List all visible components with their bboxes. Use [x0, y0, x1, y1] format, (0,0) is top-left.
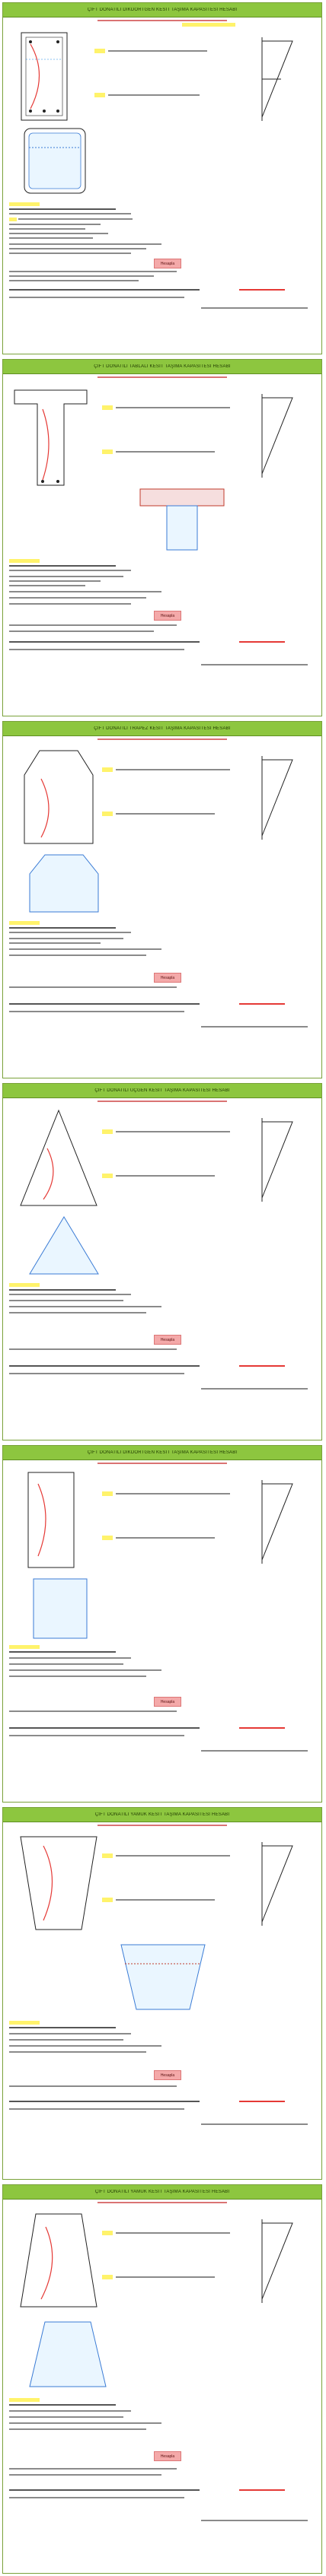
sheet-title-band [3, 360, 321, 374]
calculate-button[interactable]: Hesapla [154, 259, 181, 268]
section-detail [26, 1213, 102, 1278]
section-diagram [17, 2208, 101, 2314]
calculate-button[interactable]: Hesapla [154, 1335, 181, 1345]
sheet-title: ÇİFT DONATILI ÜÇGEN KESİT TAŞIMA KAPASİTESİ HESABI [94, 1088, 230, 1093]
sheet-title-band [3, 1084, 321, 1098]
input-highlight[interactable] [94, 93, 105, 97]
input-highlight[interactable] [102, 812, 113, 816]
input-highlight[interactable] [94, 49, 105, 53]
input-highlight[interactable] [102, 2231, 113, 2235]
sheet-t-section [2, 359, 322, 716]
sheet-rectangle [2, 2, 322, 354]
input-highlight[interactable] [102, 1174, 113, 1178]
sheet-triangle [2, 1083, 322, 1440]
calculate-button[interactable]: Hesapla [154, 2070, 181, 2080]
strain-diagram [247, 752, 308, 843]
section-diagram [17, 745, 101, 851]
section-detail [26, 851, 102, 916]
section-diagram [17, 1107, 101, 1213]
highlight [182, 23, 235, 27]
sheet-inverted-trapezoid [2, 1807, 322, 2180]
sheet-title-band [3, 3, 321, 17]
calculate-button[interactable]: Hesapla [154, 1697, 181, 1707]
input-highlight[interactable] [102, 405, 113, 410]
calculate-button[interactable]: Hesapla [154, 973, 181, 983]
input-highlight[interactable] [102, 1853, 113, 1858]
sheet-title: ÇİFT DONATILI DİKDÖRTGEN KESİT TAŞIMA KAPASİTESİ HESABI [87, 8, 238, 12]
sheet-trapezoid-2 [2, 2184, 322, 2574]
sheet-title-band [3, 722, 321, 736]
sheet-title: ÇİFT DONATILI YAMUK KESİT TAŞIMA KAPASİTESİ HESABI [94, 2190, 230, 2194]
sheet-trapezoid [2, 721, 322, 1078]
section-diagram [17, 1469, 93, 1575]
input-highlight[interactable] [102, 767, 113, 772]
calculate-button[interactable]: Hesapla [154, 611, 181, 621]
sheet-title-band [3, 1808, 321, 1822]
section-diagram [11, 383, 94, 489]
section-detail [26, 2318, 110, 2390]
strain-diagram [247, 2215, 308, 2307]
section-detail [26, 1575, 94, 1640]
input-highlight[interactable] [102, 1898, 113, 1902]
sheet-subtitle [3, 17, 321, 23]
input-highlight[interactable] [102, 449, 113, 454]
input-highlight[interactable] [102, 1536, 113, 1540]
section-diagram [14, 29, 82, 128]
calculate-button[interactable]: Hesapla [154, 2451, 181, 2461]
input-highlight[interactable] [102, 1129, 113, 1134]
input-highlight[interactable] [102, 1491, 113, 1496]
strain-diagram [247, 33, 308, 125]
sheet-rectangle-2 [2, 1445, 322, 1803]
sheet-title-band [3, 2185, 321, 2200]
section-detail [17, 125, 101, 197]
sheet-title: ÇİFT DONATILI DİKDÖRTGEN KESİT TAŞIMA KAPASİTESİ HESABI [87, 1450, 238, 1455]
section-detail [117, 1941, 209, 2013]
strain-diagram [247, 1838, 308, 1930]
sheet-title: ÇİFT DONATILI TABLALI KESİT TAŞIMA KAPASİTESİ HESABI [94, 364, 231, 369]
strain-diagram [247, 1114, 308, 1205]
section-diagram [17, 1831, 101, 1937]
sheet-title: ÇİFT DONATILI TRAPEZ KESİT TAŞIMA KAPASİTESİ HESABI [94, 726, 231, 731]
strain-diagram [247, 1476, 308, 1568]
section-detail [133, 485, 232, 554]
sheet-title: ÇİFT DONATILI YAMUK KESİT TAŞIMA KAPASİTESİ HESABI [94, 1812, 230, 1817]
input-highlight[interactable] [102, 2275, 113, 2279]
strain-diagram [247, 390, 308, 481]
sheet-title-band [3, 1446, 321, 1460]
